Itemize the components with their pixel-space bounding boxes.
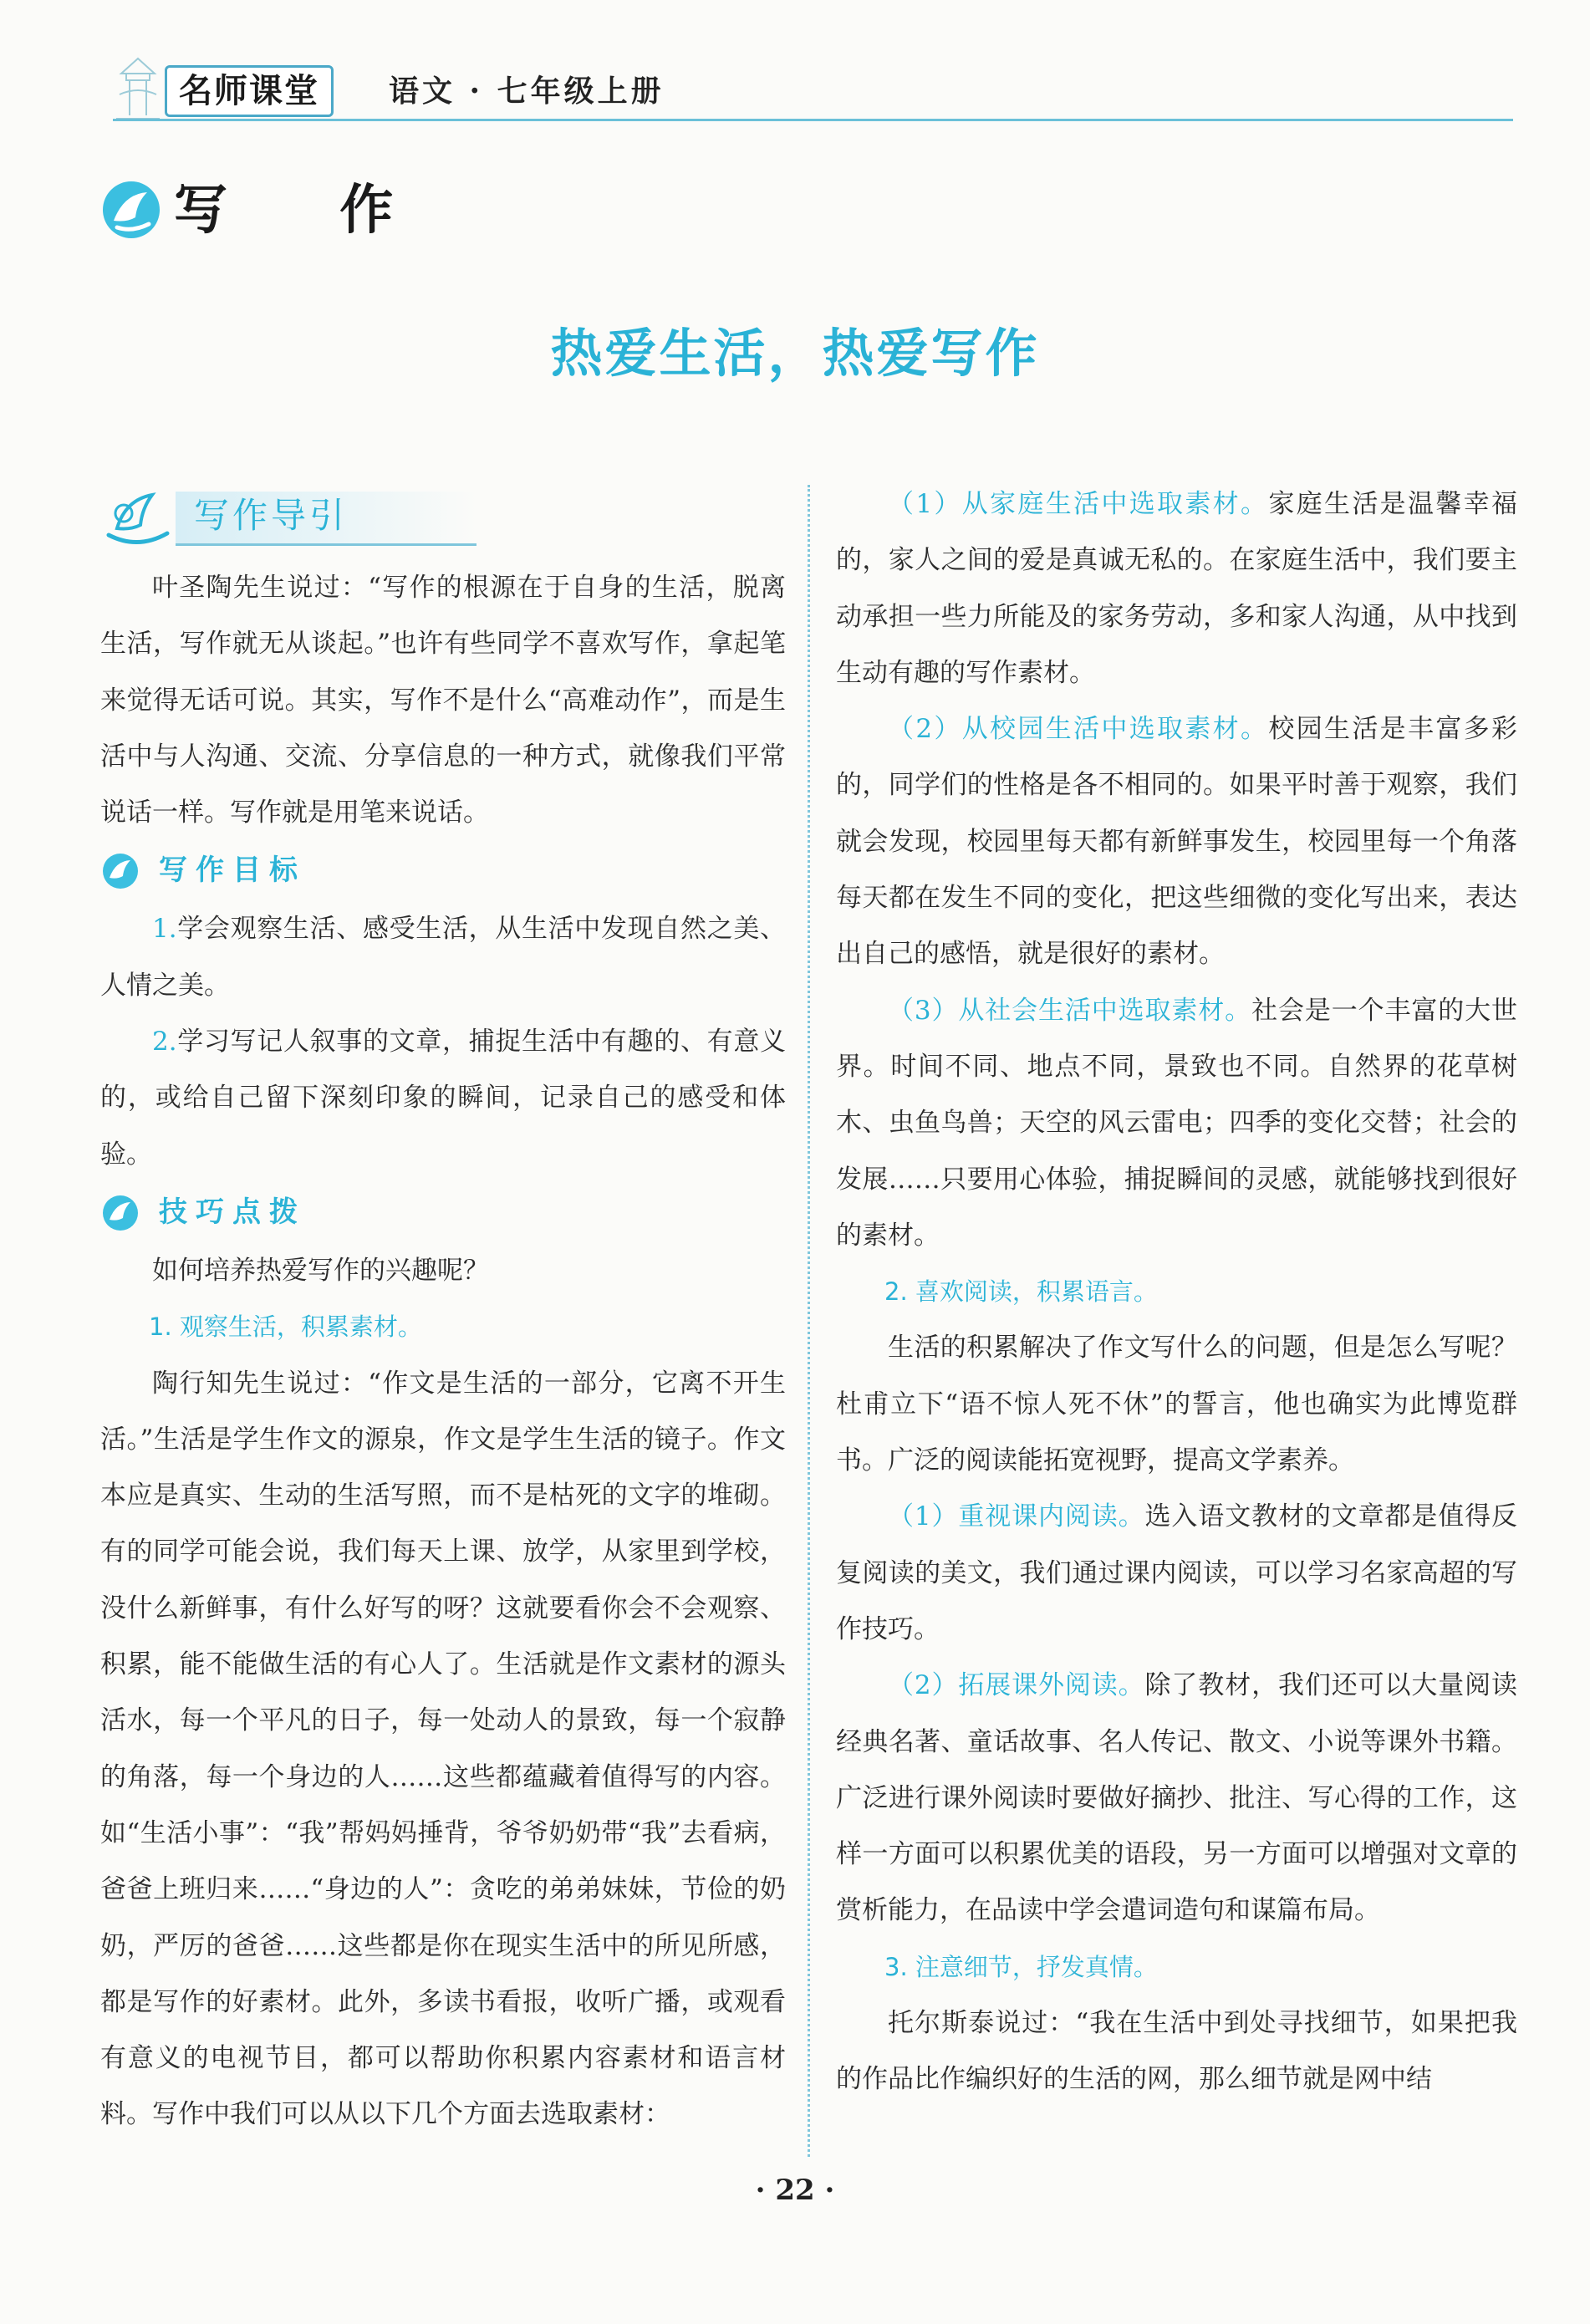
left-column (100, 477, 786, 2143)
tips-heading-text: 技巧点拨 (159, 1195, 306, 1229)
goals-icon (100, 851, 140, 891)
tip-heading-1: 1. 观察生活，积累素材。 (149, 1312, 422, 1342)
source-society (836, 983, 1517, 1264)
article-title: 热爱生活，热爱写作 (550, 323, 1040, 384)
tips-heading (100, 1183, 786, 1243)
goal-item-1-text: 学会观察生活、感受生活，从生活中发现自然之美、人情之美。 (100, 914, 786, 1001)
page-number: · 22 · (755, 2174, 835, 2207)
quill-swirl-icon (100, 485, 176, 552)
reading-extra-label: （2）拓展课外阅读。 (888, 1670, 1145, 1701)
source-society-label: （3）从社会生活中选取素材。 (888, 995, 1252, 1026)
tip-paragraph-3: 托尔斯泰说过：“我在生活中到处寻找细节，如果把我的作品比作编织好的生活的网，那么细节就是网中结 (836, 2008, 1517, 2095)
goal-item-2-text: 学习写记人叙事的文章，捕捉生活中有趣的、有意义的，或给自己留下深刻印象的瞬间，记录自己的感受和体验。 (100, 1027, 786, 1170)
column-divider (808, 485, 810, 2157)
source-family-label: （1）从家庭生活中选取素材。 (888, 489, 1269, 519)
reading-in-class-text: 选入语文教材的文章都是值得反复阅读的美文，我们通过课内阅读，可以学习名家高超的写作技巧。 (836, 1501, 1517, 1644)
source-school-text: 校园生活是丰富多彩的，同学们的性格是各不相同的。如果平时善于观察，我们就会发现，校园里每天都有新鲜事发生，校园里每一个角落每天都在发生不同的变化，把这些细微的变化写出来，表达出自己的感悟，就是很好的素材。 (836, 714, 1518, 970)
goal-item-1-num: 1. (152, 914, 177, 945)
source-school (836, 701, 1517, 982)
reading-in-class (836, 1489, 1517, 1658)
series-brand: 名师课堂 (165, 65, 334, 117)
guide-label: 写作导引 (194, 495, 349, 536)
reading-extra (836, 1658, 1517, 1939)
source-society-text: 社会是一个丰富的大世界。时间不同、地点不同，景致也不同。自然界的花草树木、虫鱼鸟兽；天空的风云雷电；四季的变化交替；社会的发展……只要用心体验，捕捉瞬间的灵感，就能够找到很好的素材。 (836, 995, 1517, 1251)
goal-item-1 (100, 901, 786, 1014)
goal-item-2 (100, 1014, 786, 1183)
guide-intro: 叶圣陶先生说过：“写作的根源在于自身的生活，脱离生活，写作就无从谈起。”也许有些同学不喜欢写作，拿起笔来觉得无话可说。其实，写作不是什么“高难动作”，而是生活中与人沟通、交流、分享信息的一种方式，就像我们平常说话一样。写作就是用笔来说话。 (100, 573, 786, 828)
tip-paragraph-1: 陶行知先生说过：“作文是生活的一部分，它离不开生活。”生活是学生作文的源泉，作文是学生生活的镜子。作文本应是真实、生动的生活写照，而不是枯死的文字的堆砌。有的同学可能会说，我们每天上课、放学，从家里到学校，没什么新鲜事，有什么好写的呀？这就要看你会不会观察、积累，能不能做生活的有心人了。生活就是作文素材的源头活水，每一个平凡的日子，每一处动人的景致，每一个寂静的角落，每一个身边的人……这些都蕴藏着值得写的内容。如“生活小事”：“我”帮妈妈捶背，爷爷奶奶带“我”去看病，爸爸上班归来……“身边的人”：贪吃的弟弟妹妹，节俭的奶奶，严厉的爸爸……这些都是你在现实生活中的所见所感，都是写作的好素材。此外，多读书看报，收听广播，或观看有意义的电视节目，都可以帮助你积累内容素材和语言材料。写作中我们可以从以下几个方面去选取素材： (100, 1368, 786, 2130)
section-title: 写 作 (174, 180, 441, 242)
page-header (113, 42, 1513, 125)
reading-extra-text: 除了教材，我们还可以大量阅读经典名著、童话故事、名人传记、散文、小说等课外书籍。广泛进行课外阅读时要做好摘抄、批注、写心得的工作，这样一方面可以积累优美的语段，另一方面可以增强对文章的赏析能力，在品读中学会遣词造句和谋篇布局。 (836, 1670, 1517, 1926)
tip-heading-3: 3. 注意细节，抒发真情。 (884, 1952, 1158, 1981)
source-family-text: 家庭生活是温馨幸福的，家人之间的爱是真诚无私的。在家庭生活中，我们要主动承担一些力所能及的家务劳动，多和家人沟通，从中找到生动有趣的写作素材。 (836, 489, 1518, 688)
guide-heading (100, 477, 786, 560)
tips-icon (100, 1193, 140, 1233)
writing-section-icon (99, 177, 164, 242)
header-rule (113, 119, 1513, 121)
right-column (836, 477, 1517, 2108)
goals-heading-text: 写作目标 (159, 854, 306, 888)
reading-in-class-label: （1）重视课内阅读。 (888, 1501, 1145, 1532)
goal-item-2-num: 2. (152, 1027, 177, 1058)
tips-question: 如何培养热爱写作的兴趣呢？ (152, 1255, 489, 1286)
source-school-label: （2）从校园生活中选取素材。 (888, 714, 1269, 745)
tip-paragraph-2: 生活的积累解决了作文写什么的问题，但是怎么写呢？杜甫立下“语不惊人死不休”的誓言，他也确实为此博览群书。广泛的阅读能拓宽视野，提高文学素养。 (836, 1333, 1517, 1476)
goals-heading (100, 841, 786, 901)
source-family (836, 477, 1517, 701)
pavilion-ornament-icon (113, 48, 163, 124)
tip-heading-2: 2. 喜欢阅读，积累语言。 (884, 1277, 1158, 1307)
subject-grade: 语文 · 七年级上册 (389, 74, 665, 109)
